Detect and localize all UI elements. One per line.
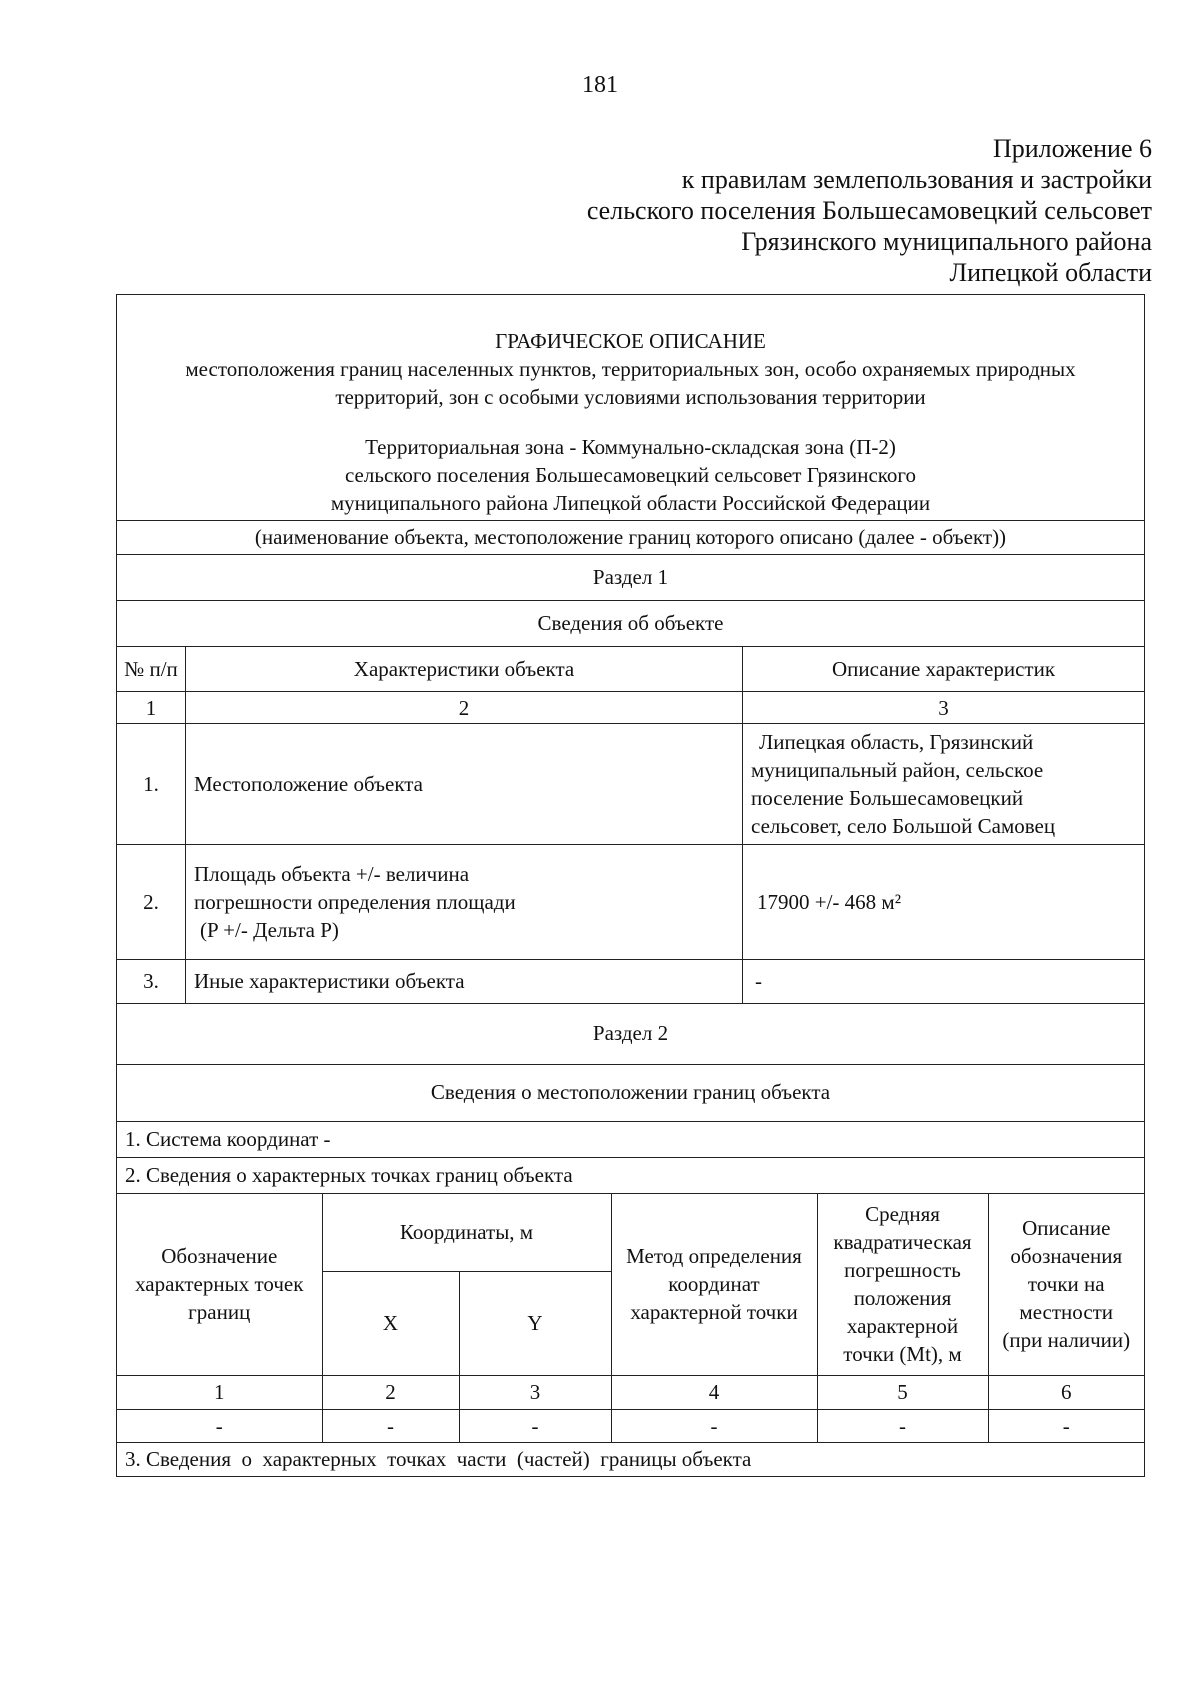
row-description [743, 724, 1145, 845]
header-line: точки на [1027, 1272, 1105, 1296]
table-row [117, 724, 1144, 845]
row-number: 3. [117, 960, 186, 1003]
col-header-x: X [322, 1271, 459, 1375]
description-line: поселение Большесамовецкий [751, 786, 1024, 810]
header-line: местности [1019, 1300, 1114, 1324]
cell-empty: - [322, 1409, 459, 1442]
points-table [117, 1193, 1144, 1443]
col-header-method [611, 1193, 817, 1375]
parts-caption: 3. Сведения о характерных точках части (частей) границы объекта [117, 1442, 1144, 1476]
col-header-accuracy [817, 1193, 988, 1375]
header-line: (при наличии) [1002, 1328, 1131, 1352]
col-number: 6 [988, 1375, 1144, 1409]
appendix-line: сельского поселения Большесамовецкий сельсовет [586, 196, 1152, 225]
characteristic-line: (P +/- Дельта P) [200, 918, 339, 942]
appendix-line: Грязинского муниципального района [741, 227, 1152, 256]
description-line: Липецкая область, Грязинский [759, 730, 1034, 754]
header-line: Средняя [865, 1202, 940, 1226]
object-name-line: сельского поселения Большесамовецкий сельсовет Грязинского [344, 463, 917, 487]
col-number: 2 [322, 1375, 459, 1409]
points-header-row [117, 1193, 1144, 1271]
form-subtitle-line: местоположения границ населенных пунктов, территориальных зон, особо охраняемых природных [185, 357, 1076, 381]
row-characteristic: Местоположение объекта [186, 724, 743, 845]
header-line: обозначения [1010, 1244, 1123, 1268]
header-line: Описание [1022, 1216, 1111, 1240]
row-characteristic: Иные характеристики объекта [186, 960, 743, 1003]
col-number: 3 [459, 1375, 611, 1409]
col-number: 1 [117, 692, 186, 724]
row-characteristic [186, 845, 743, 960]
col-header-designation [117, 1193, 322, 1375]
description-line: сельсовет, село Большой Самовец [751, 814, 1056, 838]
table-row [117, 960, 1144, 1003]
section1-subtitle: Сведения об объекте [117, 600, 1144, 646]
appendix-line: Приложение 6 [992, 134, 1152, 163]
cell-empty: - [817, 1409, 988, 1442]
table-row [117, 1409, 1144, 1442]
col-number: 3 [743, 692, 1145, 724]
page-number: 181 [582, 72, 618, 98]
header-line: квадратическая [833, 1230, 972, 1254]
column-number-row [117, 1375, 1144, 1409]
header-line: Обозначение [161, 1244, 278, 1268]
form-title: ГРАФИЧЕСКОЕ ОПИСАНИЕ [495, 329, 766, 353]
section2-title: Раздел 2 [117, 1003, 1144, 1064]
header-line: точки (Mt), м [843, 1342, 962, 1366]
form-header [117, 295, 1144, 520]
col-header-number: № п/п [117, 647, 186, 692]
header-line: характерной [846, 1314, 959, 1338]
col-number: 1 [117, 1375, 322, 1409]
row-number: 1. [117, 724, 186, 845]
graphic-description-form [116, 294, 1145, 1477]
col-header-description: Описание характеристик [743, 647, 1145, 692]
table-header-row [117, 647, 1144, 692]
col-number: 5 [817, 1375, 988, 1409]
object-name-line: муниципального района Липецкой области Российской Федерации [330, 491, 931, 515]
object-name-line: Территориальная зона - Коммунально-складская зона (П-2) [365, 435, 896, 459]
col-number: 4 [611, 1375, 817, 1409]
table-row [117, 845, 1144, 960]
form-subtitle-line: территорий, зон с особыми условиями использования территории [335, 385, 926, 409]
row-number: 2. [117, 845, 186, 960]
characteristic-line: погрешности определения площади [194, 890, 516, 914]
header-line: характерных точек [135, 1272, 304, 1296]
object-info-table [117, 646, 1144, 1003]
appendix-header [452, 133, 1152, 288]
coordinate-system: 1. Система координат - [117, 1121, 1144, 1157]
row-description: - [743, 960, 1145, 1003]
section1-title: Раздел 1 [117, 554, 1144, 600]
col-header-point-description [988, 1193, 1144, 1375]
characteristic-line: Площадь объекта +/- величина [194, 862, 470, 886]
points-caption: 2. Сведения о характерных точках границ объекта [117, 1157, 1144, 1193]
col-header-coordinates: Координаты, м [322, 1193, 611, 1271]
appendix-line: к правилам землепользования и застройки [681, 165, 1152, 194]
header-line: погрешность [844, 1258, 961, 1282]
col-number: 2 [186, 692, 743, 724]
row-description: 17900 +/- 468 м² [743, 845, 1145, 960]
description-line: муниципальный район, сельское [751, 758, 1044, 782]
object-caption: (наименование объекта, местоположение границ которого описано (далее - объект)) [117, 520, 1144, 554]
header-line: положения [853, 1286, 952, 1310]
section2-subtitle: Сведения о местоположении границ объекта [117, 1064, 1144, 1121]
column-number-row [117, 692, 1144, 724]
header-line: границ [188, 1300, 251, 1324]
col-header-characteristic: Характеристики объекта [186, 647, 743, 692]
appendix-line: Липецкой области [949, 258, 1152, 287]
cell-empty: - [611, 1409, 817, 1442]
cell-empty: - [988, 1409, 1144, 1442]
header-line: Метод определения [626, 1244, 802, 1268]
col-header-y: Y [459, 1271, 611, 1375]
cell-empty: - [117, 1409, 322, 1442]
header-line: характерной точки [630, 1300, 798, 1324]
header-line: координат [668, 1272, 760, 1296]
cell-empty: - [459, 1409, 611, 1442]
